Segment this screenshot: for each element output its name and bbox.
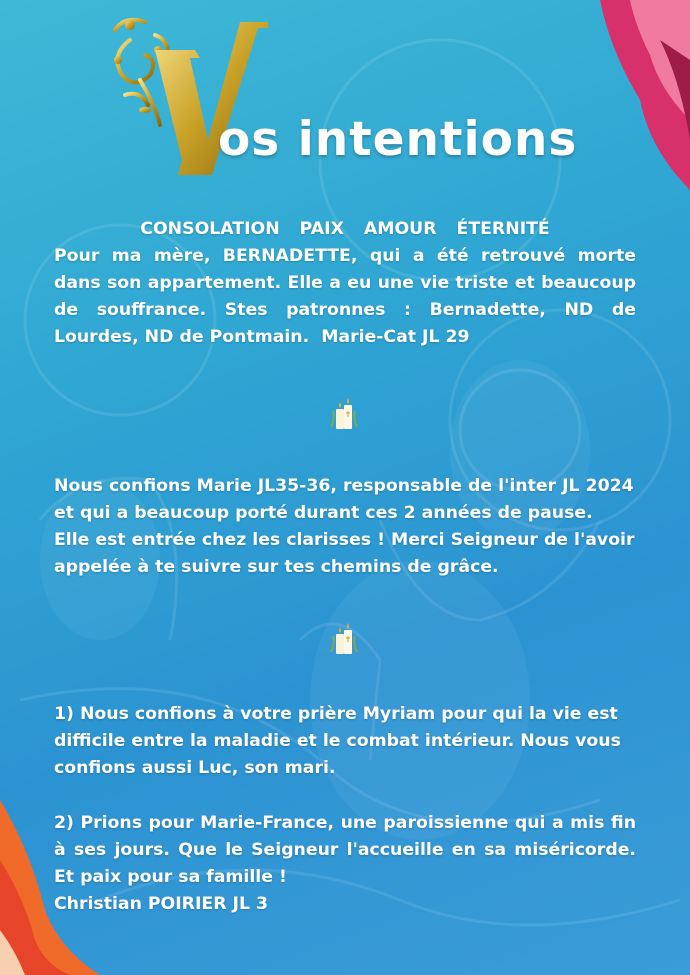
intention-3 xyxy=(54,701,636,782)
intention-2-line: et qui a beaucoup porté durant ces 2 années de pause. xyxy=(54,503,593,523)
intention-2-line: appelée à te suivre sur tes chemins de grâce. xyxy=(54,557,499,577)
intention-4-signature: Christian POIRIER JL 3 xyxy=(54,894,269,914)
intention-2-line: Elle est entrée chez les clarisses ! Merci Seigneur de l'avoir xyxy=(54,530,635,550)
intention-1-body: Pour ma mère, BERNADETTE, qui a été retrouvé morte dans son appartement. Elle a eu une vie triste et beaucoup de souffrance. Stes patronnes : Bernadette, ND de Lourdes, ND de Pontmain. xyxy=(54,246,636,347)
page-title: os intentions xyxy=(218,112,578,167)
intention-1-heading: CONSOLATION PAIX AMOUR ÉTERNITÉ xyxy=(140,219,550,239)
intention-1 xyxy=(54,216,636,351)
intention-3-line: 1) Nous confions à votre prière Myriam pour qui la vie est xyxy=(54,704,618,724)
intention-4-body: 2) Prions pour Marie-France, une paroissienne qui a mis fin à ses jours. Que le Seigneur l'accueille en sa miséricorde. Et paix pour sa famille ! xyxy=(54,813,636,887)
title xyxy=(0,0,690,190)
intention-1-signature: Marie-Cat JL 29 xyxy=(321,327,470,347)
intention-3-line: difficile entre la maladie et le combat intérieur. Nous vous xyxy=(54,731,621,751)
intention-2 xyxy=(54,473,636,581)
candles-icon xyxy=(329,397,359,431)
intention-1-text xyxy=(54,243,636,351)
candles-icon xyxy=(329,622,359,656)
intention-2-line: Nous confions Marie JL35-36, responsable de l'inter JL 2024 xyxy=(54,476,634,496)
intention-3-line: confions aussi Luc, son mari. xyxy=(54,758,336,778)
intention-4 xyxy=(54,810,636,918)
